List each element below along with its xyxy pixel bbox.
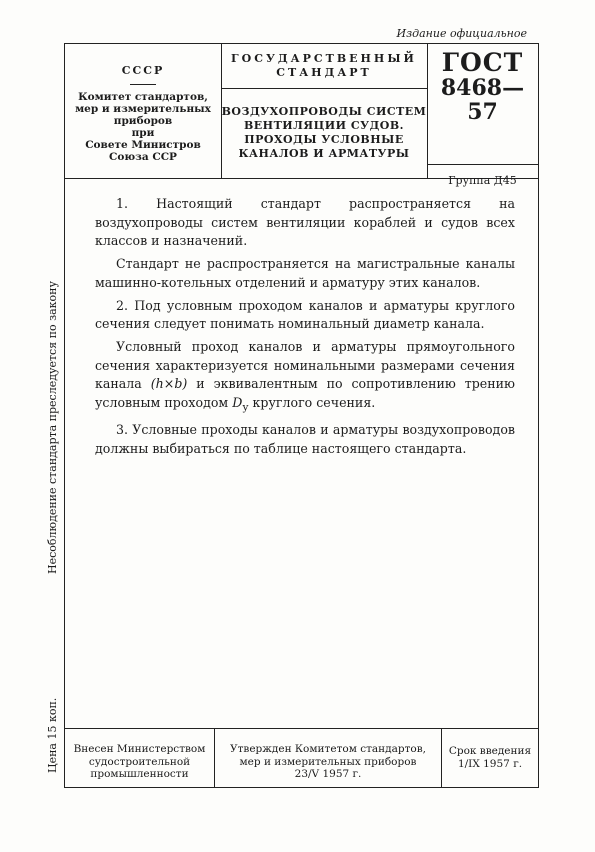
committee-line: Союза ССР (109, 151, 177, 163)
paragraph-4-text: и эквивалентным по сопротивлению трению условным проходом (95, 376, 515, 411)
paragraph-1: 1. Настоящий стандарт распространяется на воздухопроводы систем вентиляции кораблей и судов всех классов и назначений. (95, 196, 515, 249)
header-block (65, 44, 538, 187)
nominal-passage-symbol: D (232, 395, 243, 411)
issuer-column (65, 44, 222, 178)
gost-divider (427, 164, 538, 165)
committee-line: при (131, 127, 155, 139)
committee-text (65, 91, 221, 163)
nominal-passage-subscript: у (242, 401, 249, 414)
paragraph-4-text: Условный проход каналов и арматуры прямоугольного сечения характеризуется номинальными размерами сечения канала (95, 338, 515, 392)
approved-cell (215, 729, 442, 787)
standard-title (221, 105, 427, 161)
side-legal-note: Несоблюдение стандарта преследуется по закону (46, 281, 59, 574)
paragraph-4 (95, 338, 515, 417)
paragraph-5: 3. Условные проходы каналов и арматуры воздухопроводов должны выбираться по таблице настоящего стандарта. (95, 422, 515, 456)
top-note: Издание официальное (396, 27, 527, 40)
country-label: СССР (121, 64, 165, 77)
gost-number: 8468—57 (440, 75, 525, 125)
introduced-by-cell (65, 729, 215, 787)
title-line: КАНАЛОВ И АРМАТУРЫ (238, 147, 410, 160)
title-divider (221, 88, 427, 89)
paragraph-2: Стандарт не распространяется на магистральные каналы машинно-котельных отделений и арматуру этих каналов. (95, 256, 515, 290)
title-column (221, 44, 428, 178)
group-label: Группа Д45 (448, 174, 517, 187)
footer-block (65, 728, 538, 787)
standard-type-line: ГОСУДАРСТВЕННЫЙ (231, 52, 417, 65)
paragraph-4-text: круглого сечения. (252, 395, 376, 411)
section-formula: (h×b) (150, 376, 188, 392)
standard-type-line: СТАНДАРТ (276, 66, 372, 79)
effective-line: 1/IX 1957 г. (457, 757, 523, 770)
title-line: ВЕНТИЛЯЦИИ СУДОВ. (244, 119, 404, 132)
committee-line: Совете Министров (85, 139, 201, 151)
introduced-line: промышленности (90, 768, 189, 780)
paragraph-3: 2. Под условным проходом каналов и арматуры круглого сечения следует понимать номинальный диаметр канала. (95, 297, 515, 332)
document-frame (64, 43, 539, 788)
approved-line: мер и измерительных приборов (239, 755, 417, 768)
gost-column (427, 44, 538, 187)
introduced-line: Внесен Министерством (73, 743, 206, 755)
approved-line: 23/V 1957 г. (294, 768, 362, 780)
committee-line: мер и измерительных (75, 103, 211, 115)
committee-line: Комитет стандартов, (78, 91, 208, 103)
gost-label: ГОСТ (441, 48, 524, 77)
body-text (95, 195, 515, 463)
standard-type (221, 52, 427, 80)
introduced-line: судостроительной (88, 755, 191, 768)
committee-line: приборов (113, 115, 173, 127)
title-line: ВОЗДУХОПРОВОДЫ СИСТЕМ (221, 105, 427, 118)
effective-line: Срок введения (448, 745, 532, 757)
approved-line: Утвержден Комитетом стандартов, (230, 743, 426, 755)
country-divider (130, 84, 156, 85)
effective-date-cell (442, 729, 538, 787)
price-note: Цена 15 коп. (46, 697, 59, 773)
title-line: ПРОХОДЫ УСЛОВНЫЕ (244, 133, 404, 146)
